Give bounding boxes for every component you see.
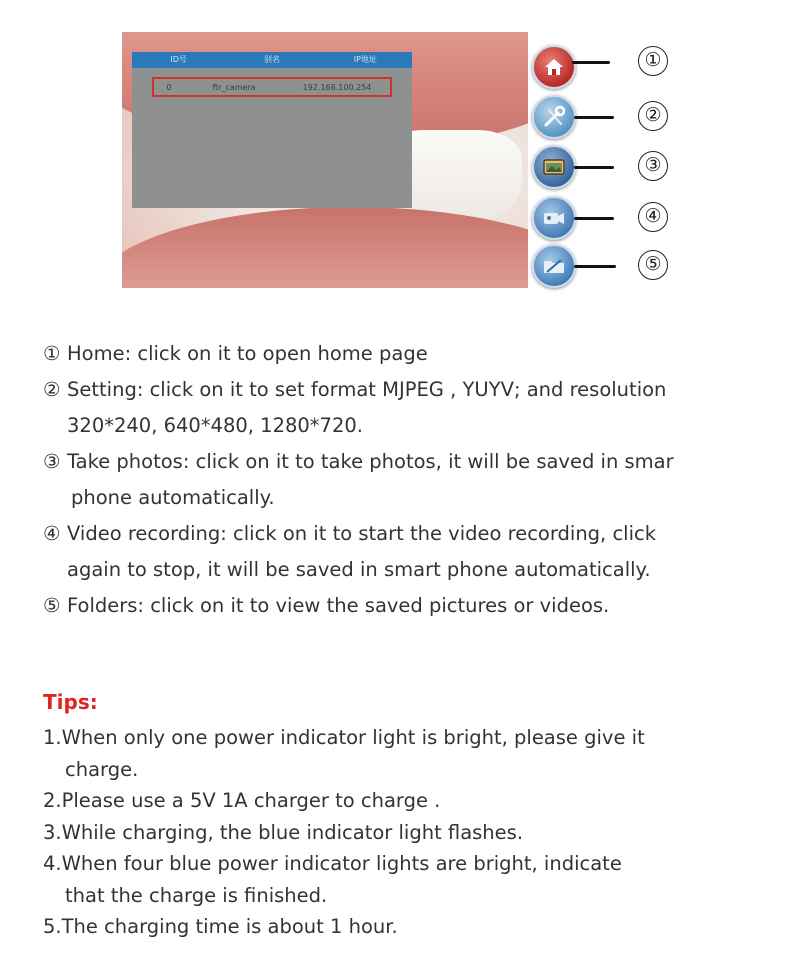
tip-4-text: 4.When four blue power indicator lights are bright, indicate <box>43 852 622 875</box>
tip-2 <box>43 785 763 817</box>
callout-line-2 <box>574 116 614 119</box>
device-id: 0 <box>166 82 172 92</box>
tips-title: Tips: <box>43 690 98 714</box>
video-record-button[interactable] <box>532 196 576 240</box>
desc-home <box>43 336 763 372</box>
desc-photos-cont: phone automatically. <box>71 486 275 509</box>
settings-icon <box>541 104 567 130</box>
desc-video-num: ④ <box>43 522 61 545</box>
tip-4 <box>43 848 763 911</box>
desc-video <box>43 516 763 588</box>
callout-3: ③ <box>638 151 668 181</box>
col-id-header: ID号 <box>170 55 187 64</box>
tip-4-cont: that the charge is finished. <box>65 883 328 907</box>
tip-5-text: 5.The charging time is about 1 hour. <box>43 915 398 938</box>
device-ip: 192.168.100.254 <box>302 82 372 92</box>
callout-5: ⑤ <box>638 250 668 280</box>
device-name: ftr_camera <box>212 82 256 92</box>
desc-home-text: Home: click on it to open home page <box>67 342 428 365</box>
device-list-panel <box>132 52 412 208</box>
col-ip-header: IP地址 <box>353 55 377 64</box>
folder-icon <box>541 254 567 278</box>
take-photo-button[interactable] <box>532 145 576 189</box>
desc-photos-num: ③ <box>43 450 61 473</box>
tip-1 <box>43 722 763 785</box>
tip-5 <box>43 911 763 943</box>
callout-line-4 <box>574 217 614 220</box>
desc-folders-num: ⑤ <box>43 594 61 617</box>
callout-2: ② <box>638 101 668 131</box>
app-screenshot <box>122 32 528 288</box>
camera-icon <box>541 155 567 179</box>
tip-3 <box>43 817 763 849</box>
folders-button[interactable] <box>532 244 576 288</box>
home-button[interactable] <box>532 45 576 89</box>
col-name-header: 别名 <box>263 55 280 64</box>
desc-photos-text: Take photos: click on it to take photos, it will be saved in smar <box>67 450 674 473</box>
tip-1-text: 1.When only one power indicator light is bright, please give it <box>43 726 645 749</box>
button-descriptions <box>43 336 763 624</box>
tip-1-cont: charge. <box>65 757 139 781</box>
callout-4: ④ <box>638 202 668 232</box>
desc-setting-num: ② <box>43 378 61 401</box>
desc-video-text: Video recording: click on it to start the video recording, click <box>67 522 657 545</box>
desc-setting <box>43 372 763 444</box>
desc-video-cont: again to stop, it will be saved in smart phone automatically. <box>67 558 651 581</box>
video-icon <box>541 206 567 230</box>
desc-setting-cont: 320*240, 640*480, 1280*720. <box>67 414 363 437</box>
desc-folders-text: Folders: click on it to view the saved pictures or videos. <box>67 594 610 617</box>
settings-button[interactable] <box>532 95 576 139</box>
device-list-header <box>132 52 412 68</box>
desc-folders <box>43 588 763 624</box>
desc-setting-text: Setting: click on it to set format MJPEG , YUYV; and resolution <box>67 378 667 401</box>
home-icon <box>542 55 566 79</box>
desc-photos <box>43 444 763 516</box>
tips-list <box>43 722 763 943</box>
tip-2-text: 2.Please use a 5V 1A charger to charge . <box>43 789 441 812</box>
desc-home-num: ① <box>43 342 61 365</box>
callout-1: ① <box>638 46 668 76</box>
device-row[interactable] <box>152 77 392 97</box>
callout-line-3 <box>574 166 614 169</box>
callout-line-5 <box>574 265 616 268</box>
tip-3-text: 3.While charging, the blue indicator light flashes. <box>43 820 524 844</box>
lower-lip <box>122 207 528 288</box>
callout-line-1 <box>572 61 610 64</box>
